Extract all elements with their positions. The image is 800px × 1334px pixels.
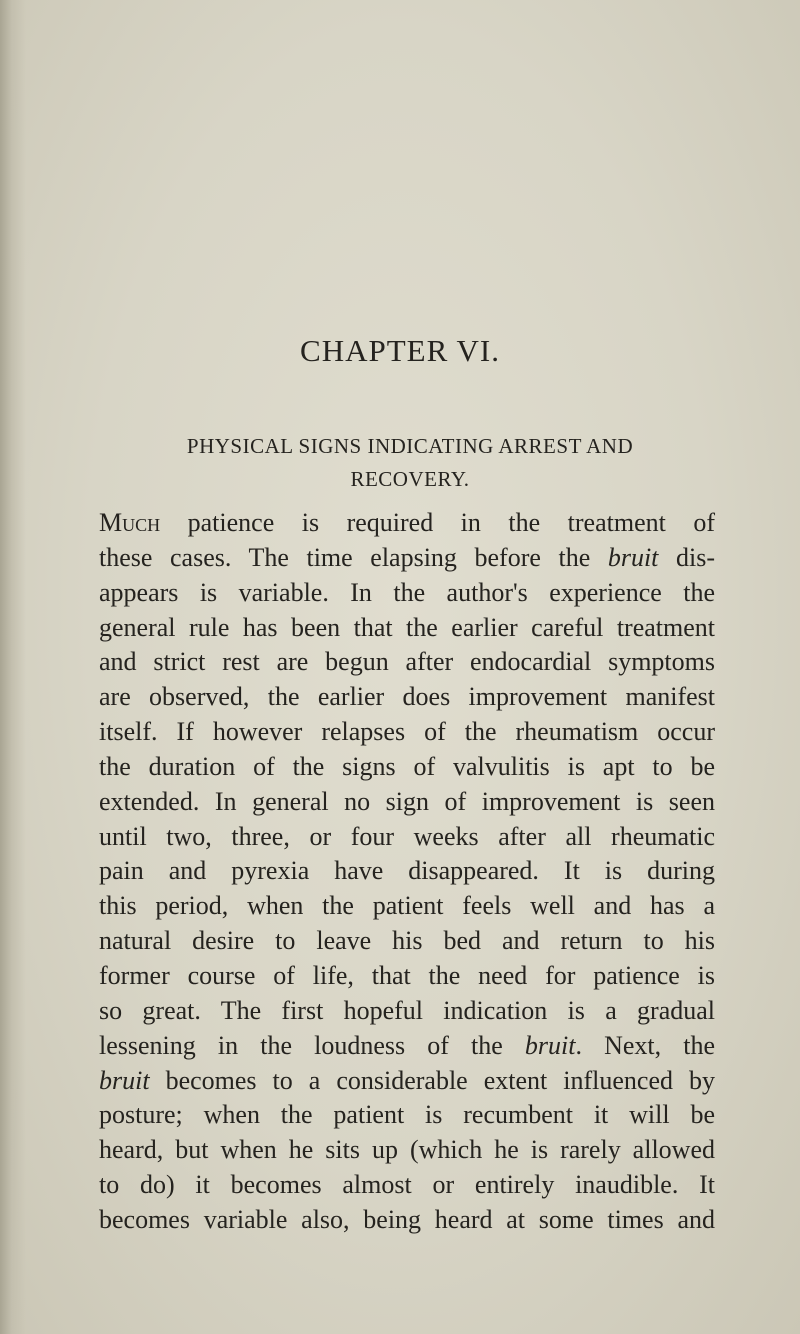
text-run: . Next, the [575,1030,715,1060]
italic-term: bruit [99,1065,150,1095]
italic-term: bruit [524,1030,576,1060]
body-line-9: extended. In general no sign of improvement is seen [99,786,715,816]
body-line-7: itself. If however relapses of the rheumatism occur [99,717,715,747]
body-line-10: until two, three, or four weeks after all rheumatic [99,821,715,851]
body-line-15: so great. The first hopeful indication is a gradual [99,995,715,1025]
body-line-12: this period, when the patient feels well and has a [99,891,715,921]
body-line-16 [99,1029,715,1064]
italic-term: bruit [607,542,659,572]
body-line-20: to do) it becomes almost or entirely inaudible. It [99,1170,715,1200]
body-line-5: and strict rest are begun after endocardial symptoms [99,647,715,677]
body-text [99,506,715,1238]
body-line-17 [99,1064,715,1099]
body-line-6: are observed, the earlier does improvement manifest [99,682,715,712]
body-line-4: general rule has been that the earlier careful treatment [99,612,715,642]
text-run: lessening in the loudness of the [99,1030,525,1060]
body-line-8: the duration of the signs of valvulitis is apt to be [99,751,715,781]
page-gutter-shadow [0,0,26,1334]
section-heading [140,430,680,496]
section-heading-line-2: RECOVERY. [350,467,470,491]
body-line-18: posture; when the patient is recumbent it will be [99,1100,715,1130]
section-heading-line-1: PHYSICAL SIGNS INDICATING ARREST AND [186,434,634,458]
body-line-3: appears is variable. In the author's experience the [99,577,715,607]
body-line-11: pain and pyrexia have disappeared. It is during [99,856,715,886]
body-line-2 [99,541,715,576]
body-line-14: former course of life, that the need for patience is [99,960,715,990]
body-line-1 [99,506,715,541]
text-run: patience is required in the treatment of [160,508,715,537]
text-run: dis- [658,542,716,572]
chapter-heading: CHAPTER VI. [300,333,500,368]
body-line-13: natural desire to leave his bed and return to his [99,926,715,956]
body-line-21: becomes variable also, being heard at some times and [99,1204,715,1234]
body-line-19: heard, but when he sits up (which he is rarely allowed [99,1135,715,1165]
text-run: these cases. The time elapsing before the [99,542,608,572]
text-run: becomes to a considerable extent influenced by [149,1065,715,1095]
drop-word: Much [99,508,161,537]
